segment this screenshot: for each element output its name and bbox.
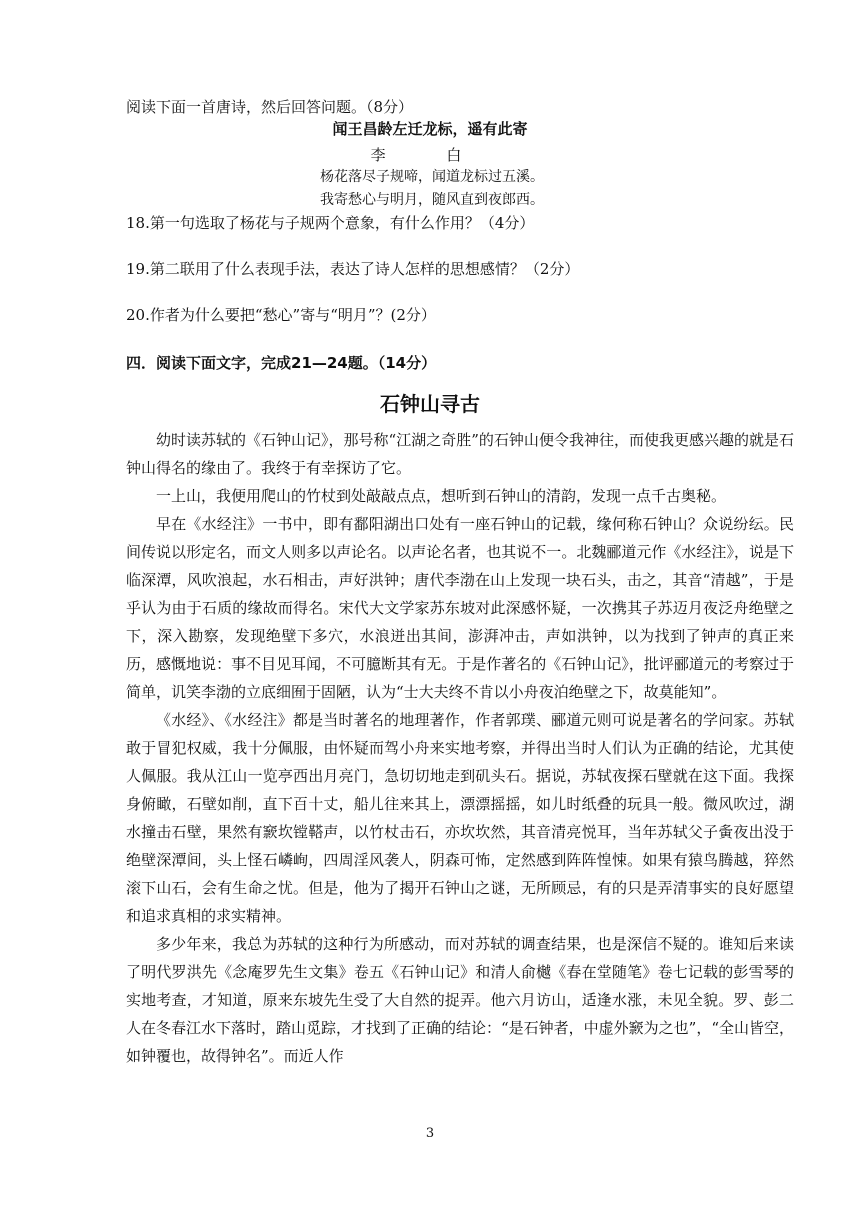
essay-paragraph-2: 一上山，我便用爬山的竹杖到处敲敲点点，想听到石钟山的清韵，发现一点千古奥秘。	[156, 487, 727, 505]
question-18: 18.第一句选取了杨花与子规两个意象，有什么作用？（4分）	[126, 214, 535, 232]
poem-title: 闻王昌龄左迁龙标，遥有此寄	[332, 120, 528, 138]
essay-paragraph-3: 早在《水经注》一书中，即有鄱阳湖出口处有一座石钟山的记载，缘何称石钟山？众说纷纭。民间传说以形定名，而文人则多以声论名。以声论名者，也其说不一。北魏郦道元作《水经注》，说是下临深潭，风吹浪起，水石相击，声好洪钟；唐代李渤在山上发现一块石头，击之，其音“清越”，于是乎认为由于石质的缘故而得名。宋代大文学家苏东坡对此深感怀疑，一次携其子苏迈月夜泛舟绝壁之下，深入勘察，发现绝壁下多穴，水浪迸出其间，澎湃冲击，声如洪钟，以为找到了钟声的真正来历，感慨地说：事不目见耳闻，不可臆断其有无。于是作著名的《石钟山记》，批评郦道元的考察过于简单，讥笑李渤的立底细囿于固陋，认为“士大夫终不肯以小舟夜泊绝壁之下，故莫能知”。	[126, 515, 794, 701]
essay-title: 石钟山寻古	[380, 392, 480, 416]
page-number: 3	[425, 1126, 435, 1141]
poem-line-1: 杨花落尽子规啼，闻道龙标过五溪。	[320, 169, 544, 185]
poem-line-2: 我寄愁心与明月，随风直到夜郎西。	[320, 192, 544, 208]
essay-paragraph-1: 幼时读苏轼的《石钟山记》，那号称“江湖之奇胜”的石钟山便令我神往，而使我更感兴趣的就是石钟山得名的缘由了。我终于有幸探访了它。	[126, 431, 794, 477]
section-heading: 四．阅读下面文字，完成21—24题。（14分）	[126, 354, 437, 372]
poem-instructions: 阅读下面一首唐诗，然后回答问题。（8分）	[126, 98, 414, 116]
question-19: 19.第二联用了什么表现手法，表达了诗人怎样的思想感情？（2分）	[126, 260, 580, 278]
poem-author: 李 白	[370, 146, 490, 164]
essay-paragraph-4: 《水经》、《水经注》都是当时著名的地理著作，作者郭璞、郦道元则可说是著名的学问家。苏轼敢于冒犯权威，我十分佩服，由怀疑而驾小舟来实地考察，并得出当时人们认为正确的结论，尤其使人佩服。我从江山一览亭西出月亮门，急切切地走到矶头石。据说，苏轼夜探石壁就在这下面。我探身俯瞰，石壁如削，直下百十丈，船儿往来其上，漂漂摇摇，如儿时纸叠的玩具一般。微风吹过，湖水撞击石壁，果然有窾坎镗鞳声，以竹杖击石，亦坎坎然，其音清亮悦耳，当年苏轼父子夤夜出没于绝壁深潭间，头上怪石嶙峋，四周淫风袭人，阴森可怖，定然感到阵阵惶悚。如果有猿鸟腾越，猝然滚下山石，会有生命之忧。但是，他为了揭开石钟山之谜，无所顾忌，有的只是弄清事实的良好愿望和追求真相的求实精神。	[126, 711, 794, 925]
essay-body	[126, 426, 794, 1070]
essay-paragraph-5: 多少年来，我总为苏轼的这种行为所感动，而对苏轼的调查结果，也是深信不疑的。谁知后来读了明代罗洪先《念庵罗先生文集》卷五《石钟山记》和清人俞樾《春在堂随笔》卷七记载的彭雪琴的实地考查，才知道，原来东坡先生受了大自然的捉弄。他六月访山，适逢水涨，未见全貌。罗、彭二人在冬春江水下落时，踏山觅踪，才找到了正确的结论：“是石钟者，中虚外窾为之也”，“全山皆空，如钟覆也，故得钟名”。而近人作	[126, 935, 795, 1065]
question-20: 20.作者为什么要把“愁心”寄与“明月”？(2分）	[126, 306, 436, 324]
